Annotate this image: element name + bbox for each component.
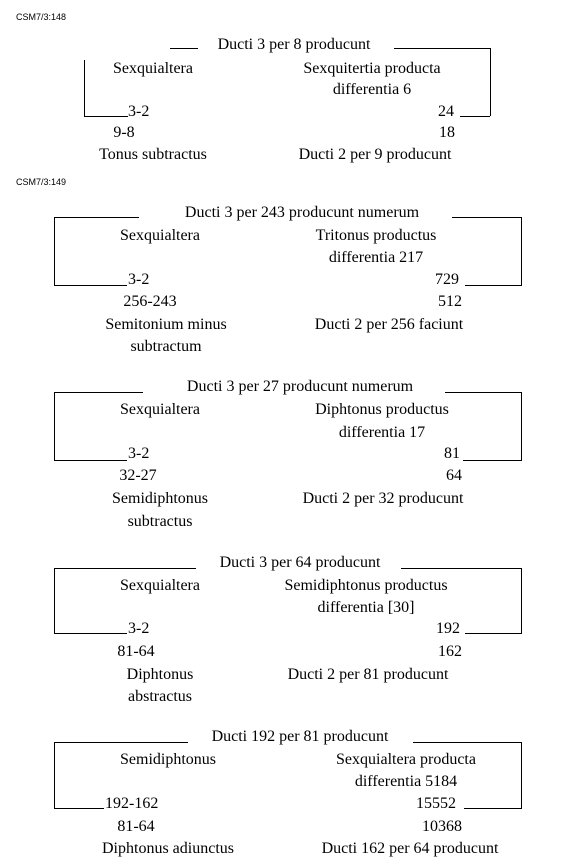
bracket-line <box>465 633 522 634</box>
bracket-line <box>521 568 522 634</box>
right-caption: Ducti 2 per 81 producunt <box>287 666 449 683</box>
right-top-value: 81 <box>444 445 460 462</box>
left-ratio: 3-2 <box>128 103 150 120</box>
right-head-line2: differentia 217 <box>328 249 424 266</box>
diagram-title: Ducti 3 per 64 producunt <box>219 554 381 571</box>
right-head-line2: differentia 6 <box>332 81 412 98</box>
left-ratio: 3-2 <box>128 445 150 462</box>
right-head-line1: Diphtonus productus <box>315 401 449 418</box>
bracket-line <box>54 392 143 393</box>
right-bottom-value: 512 <box>438 293 462 310</box>
source-reference: CSM7/3:149 <box>16 177 67 187</box>
left-ratio-2: 256-243 <box>123 293 177 310</box>
right-top-value: 729 <box>435 271 459 288</box>
left-head: Semidiphtonus <box>119 751 217 768</box>
bracket-line <box>401 568 522 569</box>
bracket-line <box>413 742 522 743</box>
diagram-title: Ducti 3 per 8 producunt <box>217 36 371 53</box>
bracket-line <box>460 116 490 117</box>
right-bottom-value: 18 <box>439 124 455 141</box>
bracket-line <box>54 285 127 286</box>
left-head: Sexquialtera <box>120 401 200 418</box>
source-reference: CSM7/3:148 <box>16 12 67 22</box>
bracket-line <box>54 742 188 743</box>
right-head-line2: differentia [30] <box>317 599 415 616</box>
bracket-line <box>445 392 522 393</box>
bracket-line <box>521 742 522 808</box>
bracket-line <box>54 460 127 461</box>
diagram-title: Ducti 3 per 27 producunt numerum <box>186 378 414 395</box>
right-head-line2: differentia 5184 <box>354 773 458 790</box>
left-head: Sexquialtera <box>120 577 200 594</box>
left-caption-line2: subtractum <box>130 338 202 355</box>
right-bottom-value: 64 <box>446 467 462 484</box>
right-head-line2: differentia 17 <box>338 424 426 441</box>
left-caption-line1: Tonus subtractus <box>99 146 207 163</box>
diagram-title: Ducti 3 per 243 producunt numerum <box>184 204 420 221</box>
left-ratio-2: 81-64 <box>117 818 155 835</box>
left-caption-line1: Semitonium minus <box>105 316 227 333</box>
right-head-line1: Tritonus productus <box>315 227 437 244</box>
right-head-line1: Semidiphtonus productus <box>284 577 448 594</box>
left-caption-line1: Diphtonus adiunctus <box>102 840 234 857</box>
right-caption: Ducti 2 per 9 producunt <box>298 146 452 163</box>
right-bottom-value: 10368 <box>422 818 462 835</box>
left-caption-line2: abstractus <box>128 688 192 705</box>
right-caption: Ducti 2 per 32 producunt <box>302 490 464 507</box>
bracket-line <box>54 633 127 634</box>
right-bottom-value: 162 <box>438 643 462 660</box>
right-caption: Ducti 2 per 256 faciunt <box>314 316 464 333</box>
bracket-line <box>394 48 490 49</box>
right-top-value: 24 <box>438 103 454 120</box>
left-head: Sexquialtera <box>113 60 193 77</box>
right-top-value: 192 <box>436 620 460 637</box>
left-ratio: 3-2 <box>128 620 150 637</box>
bracket-line <box>170 48 198 49</box>
right-head-line1: Sexquitertia producta <box>303 60 441 77</box>
left-ratio-2: 81-64 <box>117 643 155 660</box>
bracket-line <box>54 568 55 634</box>
left-ratio: 3-2 <box>128 271 150 288</box>
bracket-line <box>54 392 55 461</box>
bracket-line <box>490 48 491 116</box>
left-ratio-2: 32-27 <box>119 467 157 484</box>
bracket-line <box>463 460 522 461</box>
left-caption-line1: Diphtonus <box>126 666 194 683</box>
bracket-line <box>84 60 85 116</box>
right-top-value: 15552 <box>416 795 456 812</box>
bracket-line <box>54 808 104 809</box>
bracket-line <box>54 217 55 286</box>
left-ratio-2: 9-8 <box>113 124 135 141</box>
bracket-line <box>84 116 128 117</box>
bracket-line <box>54 217 139 218</box>
left-head: Sexquialtera <box>120 227 200 244</box>
left-caption-line1: Semidiphtonus <box>111 490 209 507</box>
bracket-line <box>54 568 196 569</box>
bracket-line <box>464 808 522 809</box>
diagram-title: Ducti 192 per 81 producunt <box>211 728 389 745</box>
right-head-line1: Sexquialtera producta <box>336 751 476 768</box>
left-ratio: 192-162 <box>105 795 159 812</box>
bracket-line <box>521 217 522 286</box>
bracket-line <box>452 217 522 218</box>
left-caption-line2: subtractus <box>127 513 193 530</box>
bracket-line <box>521 392 522 461</box>
bracket-line <box>465 285 522 286</box>
right-caption: Ducti 162 per 64 producunt <box>321 840 499 857</box>
bracket-line <box>54 742 55 808</box>
